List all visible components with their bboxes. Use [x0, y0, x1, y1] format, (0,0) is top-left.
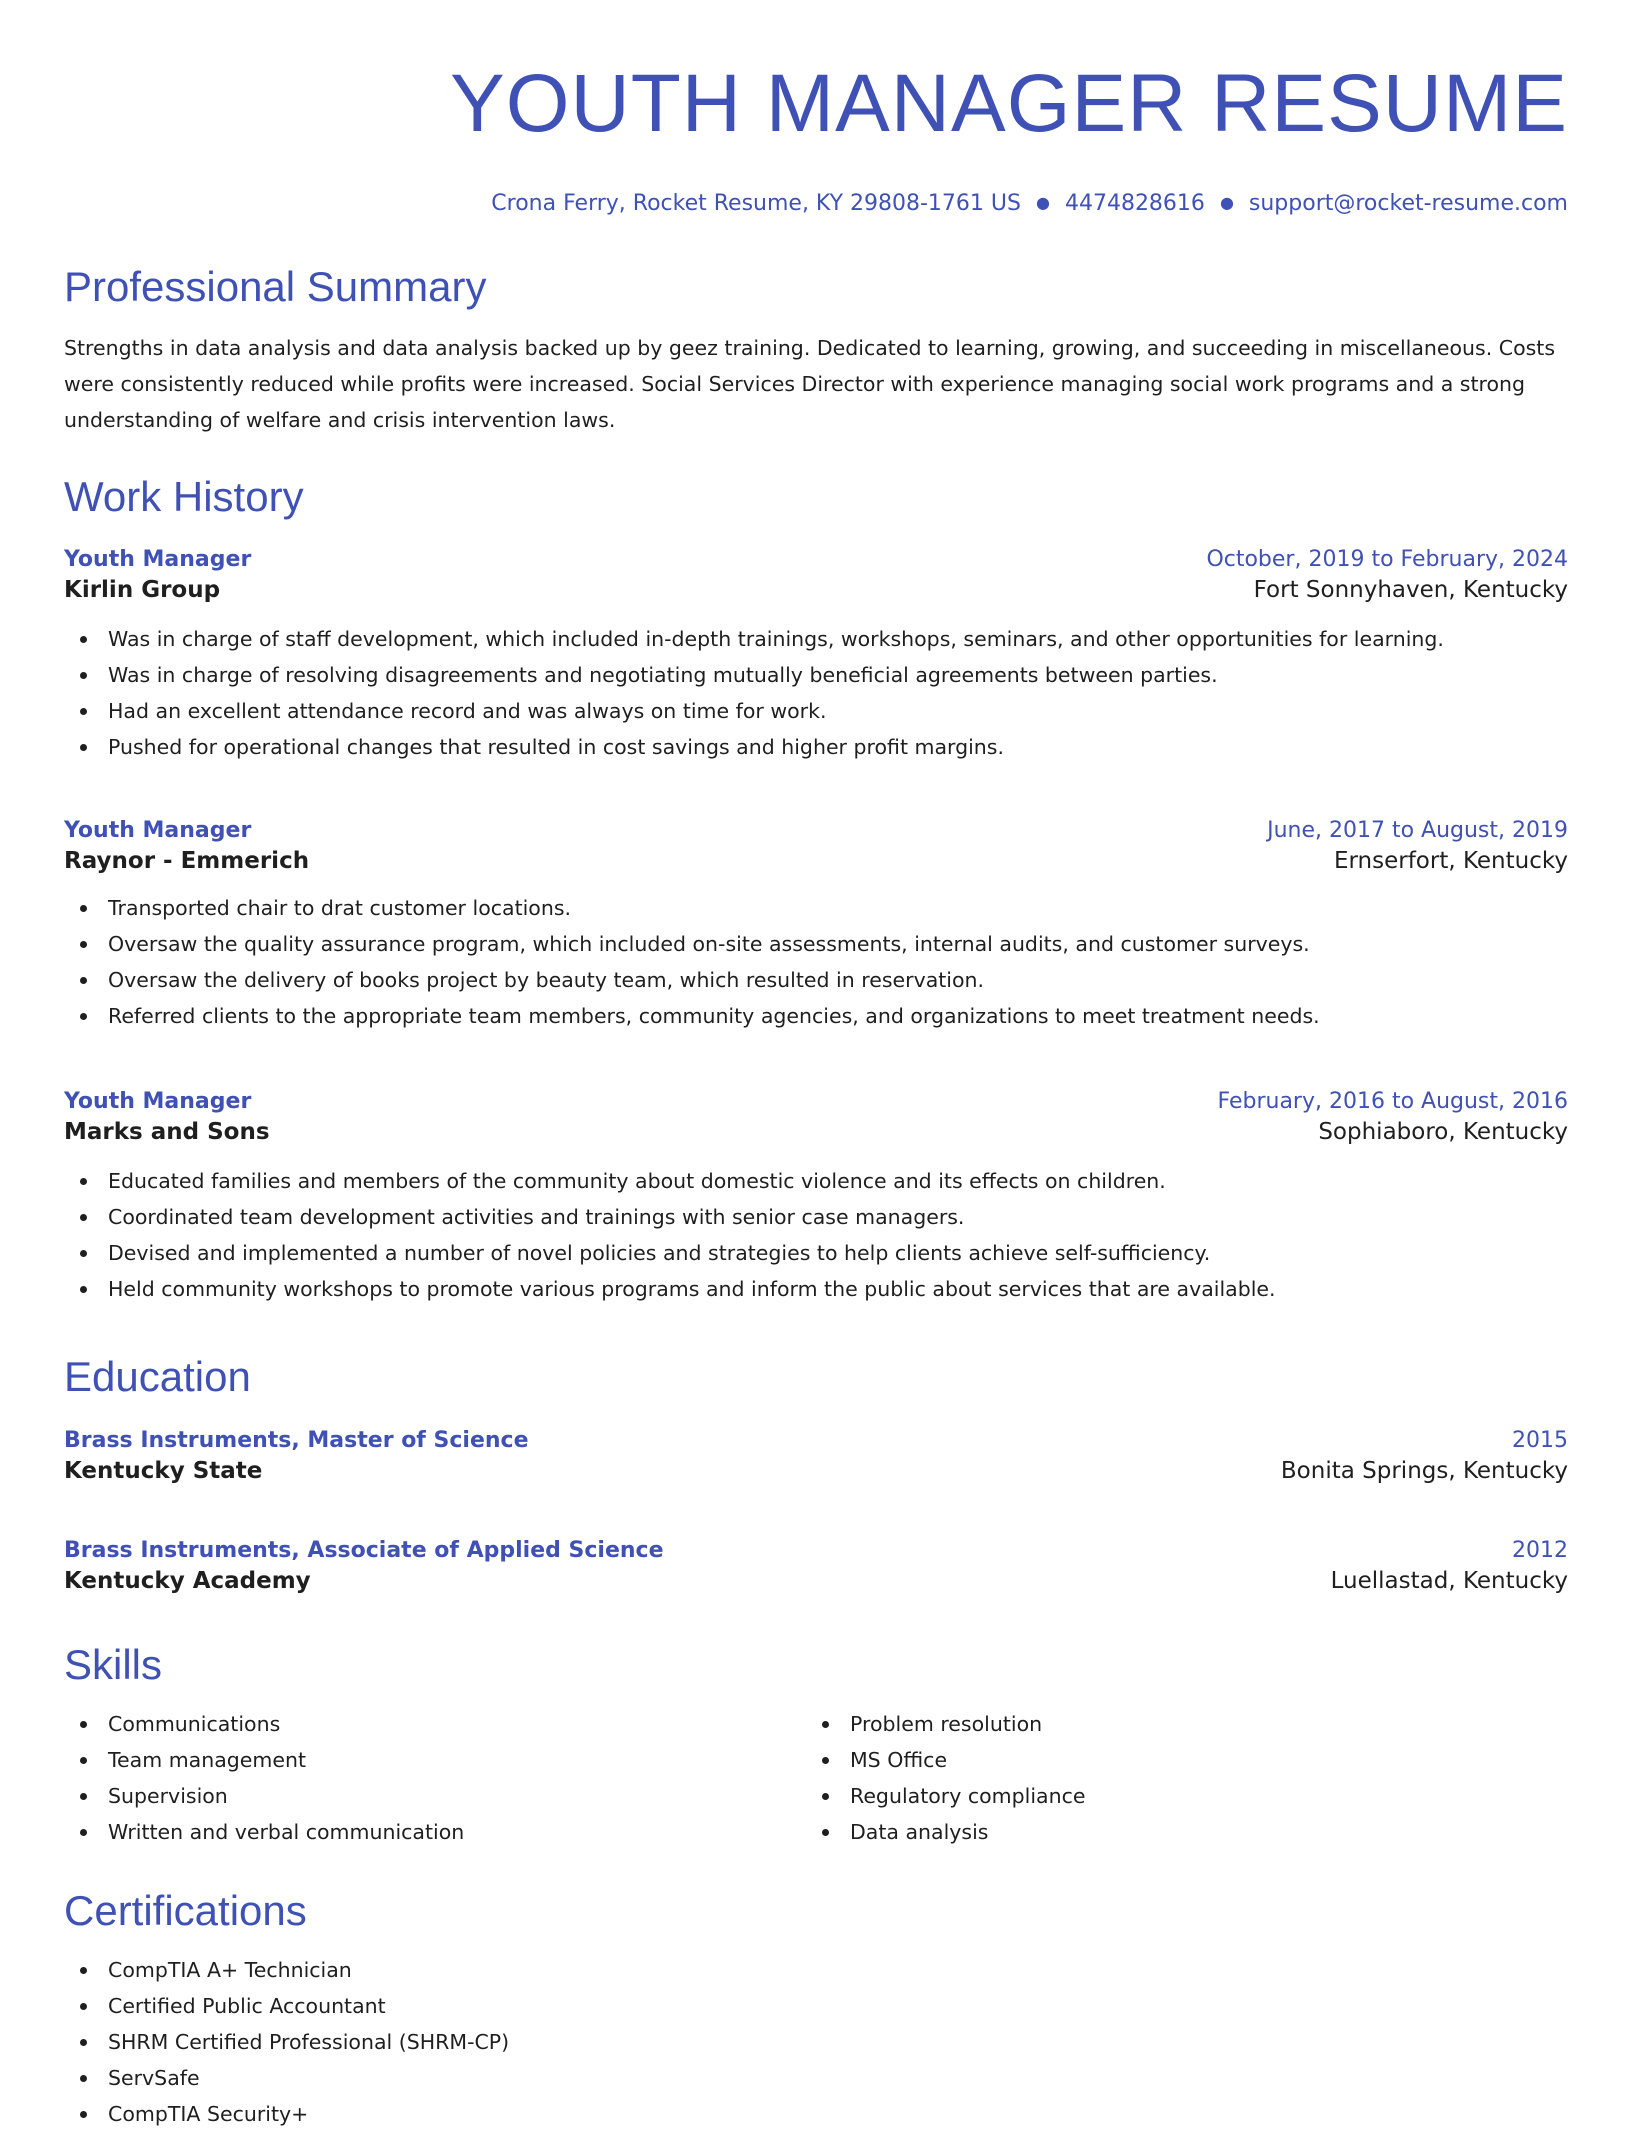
- edu-degree: Brass Instruments, Associate of Applied Science: [64, 1538, 664, 1563]
- list-item: Certified Public Accountant: [64, 1988, 1568, 2024]
- contact-separator: ●: [1035, 193, 1050, 212]
- contact-separator: ●: [1219, 193, 1234, 212]
- skills-list: [806, 1706, 1548, 1850]
- list-item: Had an excellent attendance record and was always on time for work.: [64, 693, 1568, 729]
- job-employer-row: [64, 1117, 1568, 1147]
- list-item: CompTIA Security+: [64, 2096, 1568, 2132]
- edu-year: 2015: [1512, 1428, 1568, 1453]
- certifications-list: [64, 1952, 1568, 2132]
- job-location: Fort Sonnyhaven, Kentucky: [1253, 577, 1568, 603]
- list-item: MS Office: [806, 1742, 1548, 1778]
- work-history-heading: Work History: [64, 473, 304, 520]
- list-item: Written and verbal communication: [64, 1814, 806, 1850]
- list-item: Referred clients to the appropriate team members, community agencies, and organizations to meet treatment needs.: [64, 998, 1568, 1034]
- list-item: Held community workshops to promote various programs and inform the public about services that are available.: [64, 1271, 1568, 1307]
- skills-heading: Skills: [64, 1641, 163, 1688]
- job-title: Youth Manager: [64, 818, 252, 843]
- list-item: SHRM Certified Professional (SHRM-CP): [64, 2024, 1568, 2060]
- summary-text: Strengths in data analysis and data analysis backed up by geez training. Dedicated to learning, growing, and succeeding in miscellaneous. Costs were consistently reduced while profits were increased. Social Services Director with experience managing social work programs and a strong understanding of welfare and crisis intervention laws.: [64, 336, 1556, 432]
- list-item: Oversaw the delivery of books project by beauty team, which resulted in reservation.: [64, 962, 1568, 998]
- list-item: Coordinated team development activities and trainings with senior case managers.: [64, 1199, 1568, 1235]
- contact-email[interactable]: support@rocket-resume.com: [1248, 191, 1568, 216]
- resume-title: YOUTH MANAGER RESUME: [450, 58, 1568, 149]
- edu-school-row: [64, 1456, 1568, 1486]
- edu-school-row: [64, 1566, 1568, 1596]
- job-bullets: [64, 621, 1568, 765]
- education-section: [64, 1352, 1568, 1402]
- job-employer-row: [64, 575, 1568, 605]
- job-employer: Kirlin Group: [64, 577, 221, 603]
- list-item: ServSafe: [64, 2060, 1568, 2096]
- edu-degree: Brass Instruments, Master of Science: [64, 1428, 529, 1453]
- list-item: Communications: [64, 1706, 806, 1742]
- job-header-row: [64, 1087, 1568, 1117]
- edu-header-row: [64, 1536, 1568, 1566]
- list-item: Oversaw the quality assurance program, which included on-site assessments, internal audits, and customer surveys.: [64, 926, 1568, 962]
- skills-column-left: [64, 1706, 806, 1850]
- job-title: Youth Manager: [64, 547, 252, 572]
- job-location: Ernserfort, Kentucky: [1333, 848, 1568, 874]
- list-item: Educated families and members of the community about domestic violence and its effects on children.: [64, 1163, 1568, 1199]
- skills-section: [64, 1640, 1568, 1850]
- job-employer: Marks and Sons: [64, 1119, 270, 1145]
- list-item: Was in charge of resolving disagreements and negotiating mutually beneficial agreements between parties.: [64, 657, 1568, 693]
- skills-column-right: [806, 1706, 1548, 1850]
- contact-line: [64, 188, 1568, 219]
- contact-phone: 4474828616: [1064, 191, 1205, 216]
- job-employer: Raynor - Emmerich: [64, 848, 310, 874]
- list-item: Data analysis: [806, 1814, 1548, 1850]
- edu-header-row: [64, 1426, 1568, 1456]
- job-header-row: [64, 816, 1568, 846]
- list-item: Team management: [64, 1742, 806, 1778]
- job-entry: [64, 545, 1568, 765]
- job-entry: [64, 816, 1568, 1034]
- list-item: Was in charge of staff development, which included in-depth trainings, workshops, seminars, and other opportunities for learning.: [64, 621, 1568, 657]
- edu-location: Luellastad, Kentucky: [1330, 1568, 1568, 1594]
- edu-school: Kentucky State: [64, 1458, 263, 1484]
- job-dates: June, 2017 to August, 2019: [1267, 818, 1568, 843]
- edu-school: Kentucky Academy: [64, 1568, 311, 1594]
- list-item: CompTIA A+ Technician: [64, 1952, 1568, 1988]
- education-entry: [64, 1426, 1568, 1486]
- job-bullets: [64, 1163, 1568, 1307]
- job-location: Sophiaboro, Kentucky: [1318, 1119, 1568, 1145]
- job-bullets: [64, 890, 1568, 1034]
- list-item: Devised and implemented a number of novel policies and strategies to help clients achieve self-sufficiency.: [64, 1235, 1568, 1271]
- certifications-section: [64, 1886, 1568, 2132]
- resume-page: [64, 0, 1568, 2126]
- skills-list: [64, 1706, 806, 1850]
- job-entry: [64, 1087, 1568, 1307]
- job-dates: February, 2016 to August, 2016: [1217, 1089, 1568, 1114]
- education-heading: Education: [64, 1353, 251, 1400]
- job-header-row: [64, 545, 1568, 575]
- certifications-heading: Certifications: [64, 1887, 307, 1934]
- edu-year: 2012: [1512, 1538, 1568, 1563]
- skills-columns: [64, 1706, 1568, 1850]
- summary-section: [64, 262, 1568, 438]
- edu-location: Bonita Springs, Kentucky: [1280, 1458, 1568, 1484]
- summary-heading: Professional Summary: [64, 263, 487, 310]
- list-item: Pushed for operational changes that resulted in cost savings and higher profit margins.: [64, 729, 1568, 765]
- job-employer-row: [64, 846, 1568, 876]
- list-item: Supervision: [64, 1778, 806, 1814]
- list-item: Transported chair to drat customer locations.: [64, 890, 1568, 926]
- list-item: Regulatory compliance: [806, 1778, 1548, 1814]
- contact-address: Crona Ferry, Rocket Resume, KY 29808-1761 US: [491, 191, 1021, 216]
- list-item: Problem resolution: [806, 1706, 1548, 1742]
- job-dates: October, 2019 to February, 2024: [1206, 547, 1568, 572]
- job-title: Youth Manager: [64, 1089, 252, 1114]
- education-entry: [64, 1536, 1568, 1596]
- work-history-section: [64, 472, 1568, 522]
